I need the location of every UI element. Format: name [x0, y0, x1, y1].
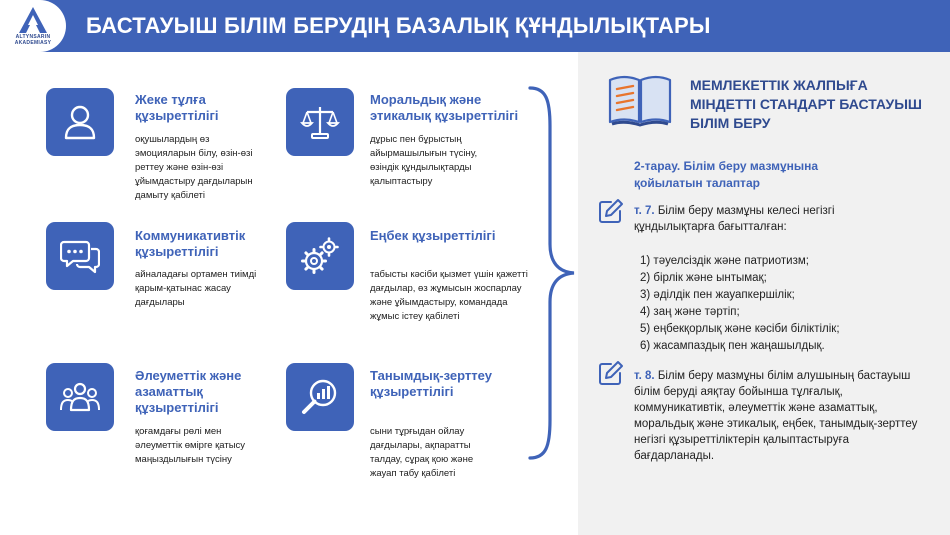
competency-title-3: Коммуникативтік құзыреттілігі	[135, 228, 246, 259]
competency-icon-box-1	[46, 88, 114, 156]
list-item: 1) тәуелсіздік және патриотизм;	[640, 255, 809, 267]
list-item: 6) жасампаздық пен жаңашылдық.	[640, 340, 825, 352]
paragraph-7-label: т. 7.	[634, 205, 655, 217]
open-book-icon	[608, 72, 672, 128]
competency-desc-1: оқушылардың өз эмоцияларын білу, өзін-өзі реттеу және өзін-өзі ұйымдастыру дағдыларын дамыту қабілеті	[135, 134, 253, 201]
chapter-heading: 2-тарау. Білім беру мазмұнына қойылатын талаптар	[634, 159, 819, 190]
competency-icon-box-3	[46, 222, 114, 290]
paragraph-7	[634, 203, 884, 235]
logo-mark-icon	[18, 6, 48, 34]
list-item: 3) әділдік пен жауапкершілік;	[640, 289, 795, 301]
competency-title-2: Моральдық және этикалық құзыреттілігі	[370, 92, 519, 123]
competency-title-4: Еңбек құзыреттілігі	[370, 228, 496, 243]
paragraph-8	[634, 368, 930, 464]
standard-title: МЕМЛЕКЕТТІК ЖАЛПЫҒА МІНДЕТТІ СТАНДАРТ БАСТАУЫШ БІЛІМ БЕРУ	[690, 77, 922, 131]
logo-line-2: AKADEMIASY	[14, 40, 52, 46]
paragraph-8-text: Білім беру мазмұны білім алушының бастауыш білім беруді аяқтау бойынша тұлғалық, коммуникативтік, әлеуметтік және азаматтық, моральдық және этикалық, еңбек, танымдық-зерттеу негізгі құзыреттіліктерін қалыптастыруға бағдарланады.	[634, 370, 918, 462]
chat-bubbles-icon	[60, 236, 100, 276]
paragraph-8-label: т. 8.	[634, 370, 655, 382]
logo	[0, 0, 66, 52]
competency-desc-2: дұрыс пен бұрыстың айырмашылығын түсіну, өзіндік құндылықтарды қалыптастыру	[370, 134, 478, 187]
competency-icon-box-2	[286, 88, 354, 156]
group-icon	[60, 377, 100, 417]
competency-desc-5: қоғамдағы рөлі мен әлеуметтік өмірге қатысу маңыздылығын түсіну	[135, 426, 246, 465]
values-list	[640, 253, 840, 355]
list-item: 4) заң және тәртіп;	[640, 306, 740, 318]
edit-pencil-icon	[598, 198, 624, 224]
curly-brace-divider	[528, 86, 578, 461]
logo-line-1: ALTYNSARIN	[15, 34, 51, 40]
competency-desc-6: сыни тұрғыдан ойлау дағдылары, ақпаратты талдау, сұрақ қою және жауап табу қабілеті	[370, 426, 474, 479]
edit-pencil-icon	[598, 360, 624, 386]
page-title: БАСТАУЫШ БІЛІМ БЕРУДІҢ БАЗАЛЫҚ ҚҰНДЫЛЫҚТАРЫ	[86, 13, 711, 38]
competency-icon-box-4	[286, 222, 354, 290]
gears-icon	[300, 236, 340, 276]
competency-icon-box-5	[46, 363, 114, 431]
competency-title-5: Әлеуметтік және азаматтық құзыреттілігі	[135, 368, 242, 415]
competency-desc-3: айналадағы ортамен тиімді қарым-қатынас жасау дағдылары	[135, 269, 257, 308]
list-item: 2) бірлік және ынтымақ;	[640, 272, 767, 284]
person-icon	[60, 102, 100, 142]
competency-title-1: Жеке тұлға құзыреттілігі	[135, 92, 219, 123]
header-bar	[0, 0, 950, 52]
magnifier-chart-icon	[300, 377, 340, 417]
scales-icon	[300, 102, 340, 142]
list-item: 5) еңбекқорлық және кәсіби біліктілік;	[640, 323, 840, 335]
paragraph-7-text: Білім беру мазмұны келесі негізгі құндылықтарға бағытталған:	[634, 205, 835, 233]
competency-title-6: Танымдық-зерттеу құзыреттілігі	[370, 368, 492, 399]
competency-desc-4: табысты кәсіби қызмет үшін қажетті дағдылар, өз жұмысын жоспарлау және ұйымдастыру, командада жұмыс істеу қабілеті	[370, 269, 528, 322]
competency-icon-box-6	[286, 363, 354, 431]
